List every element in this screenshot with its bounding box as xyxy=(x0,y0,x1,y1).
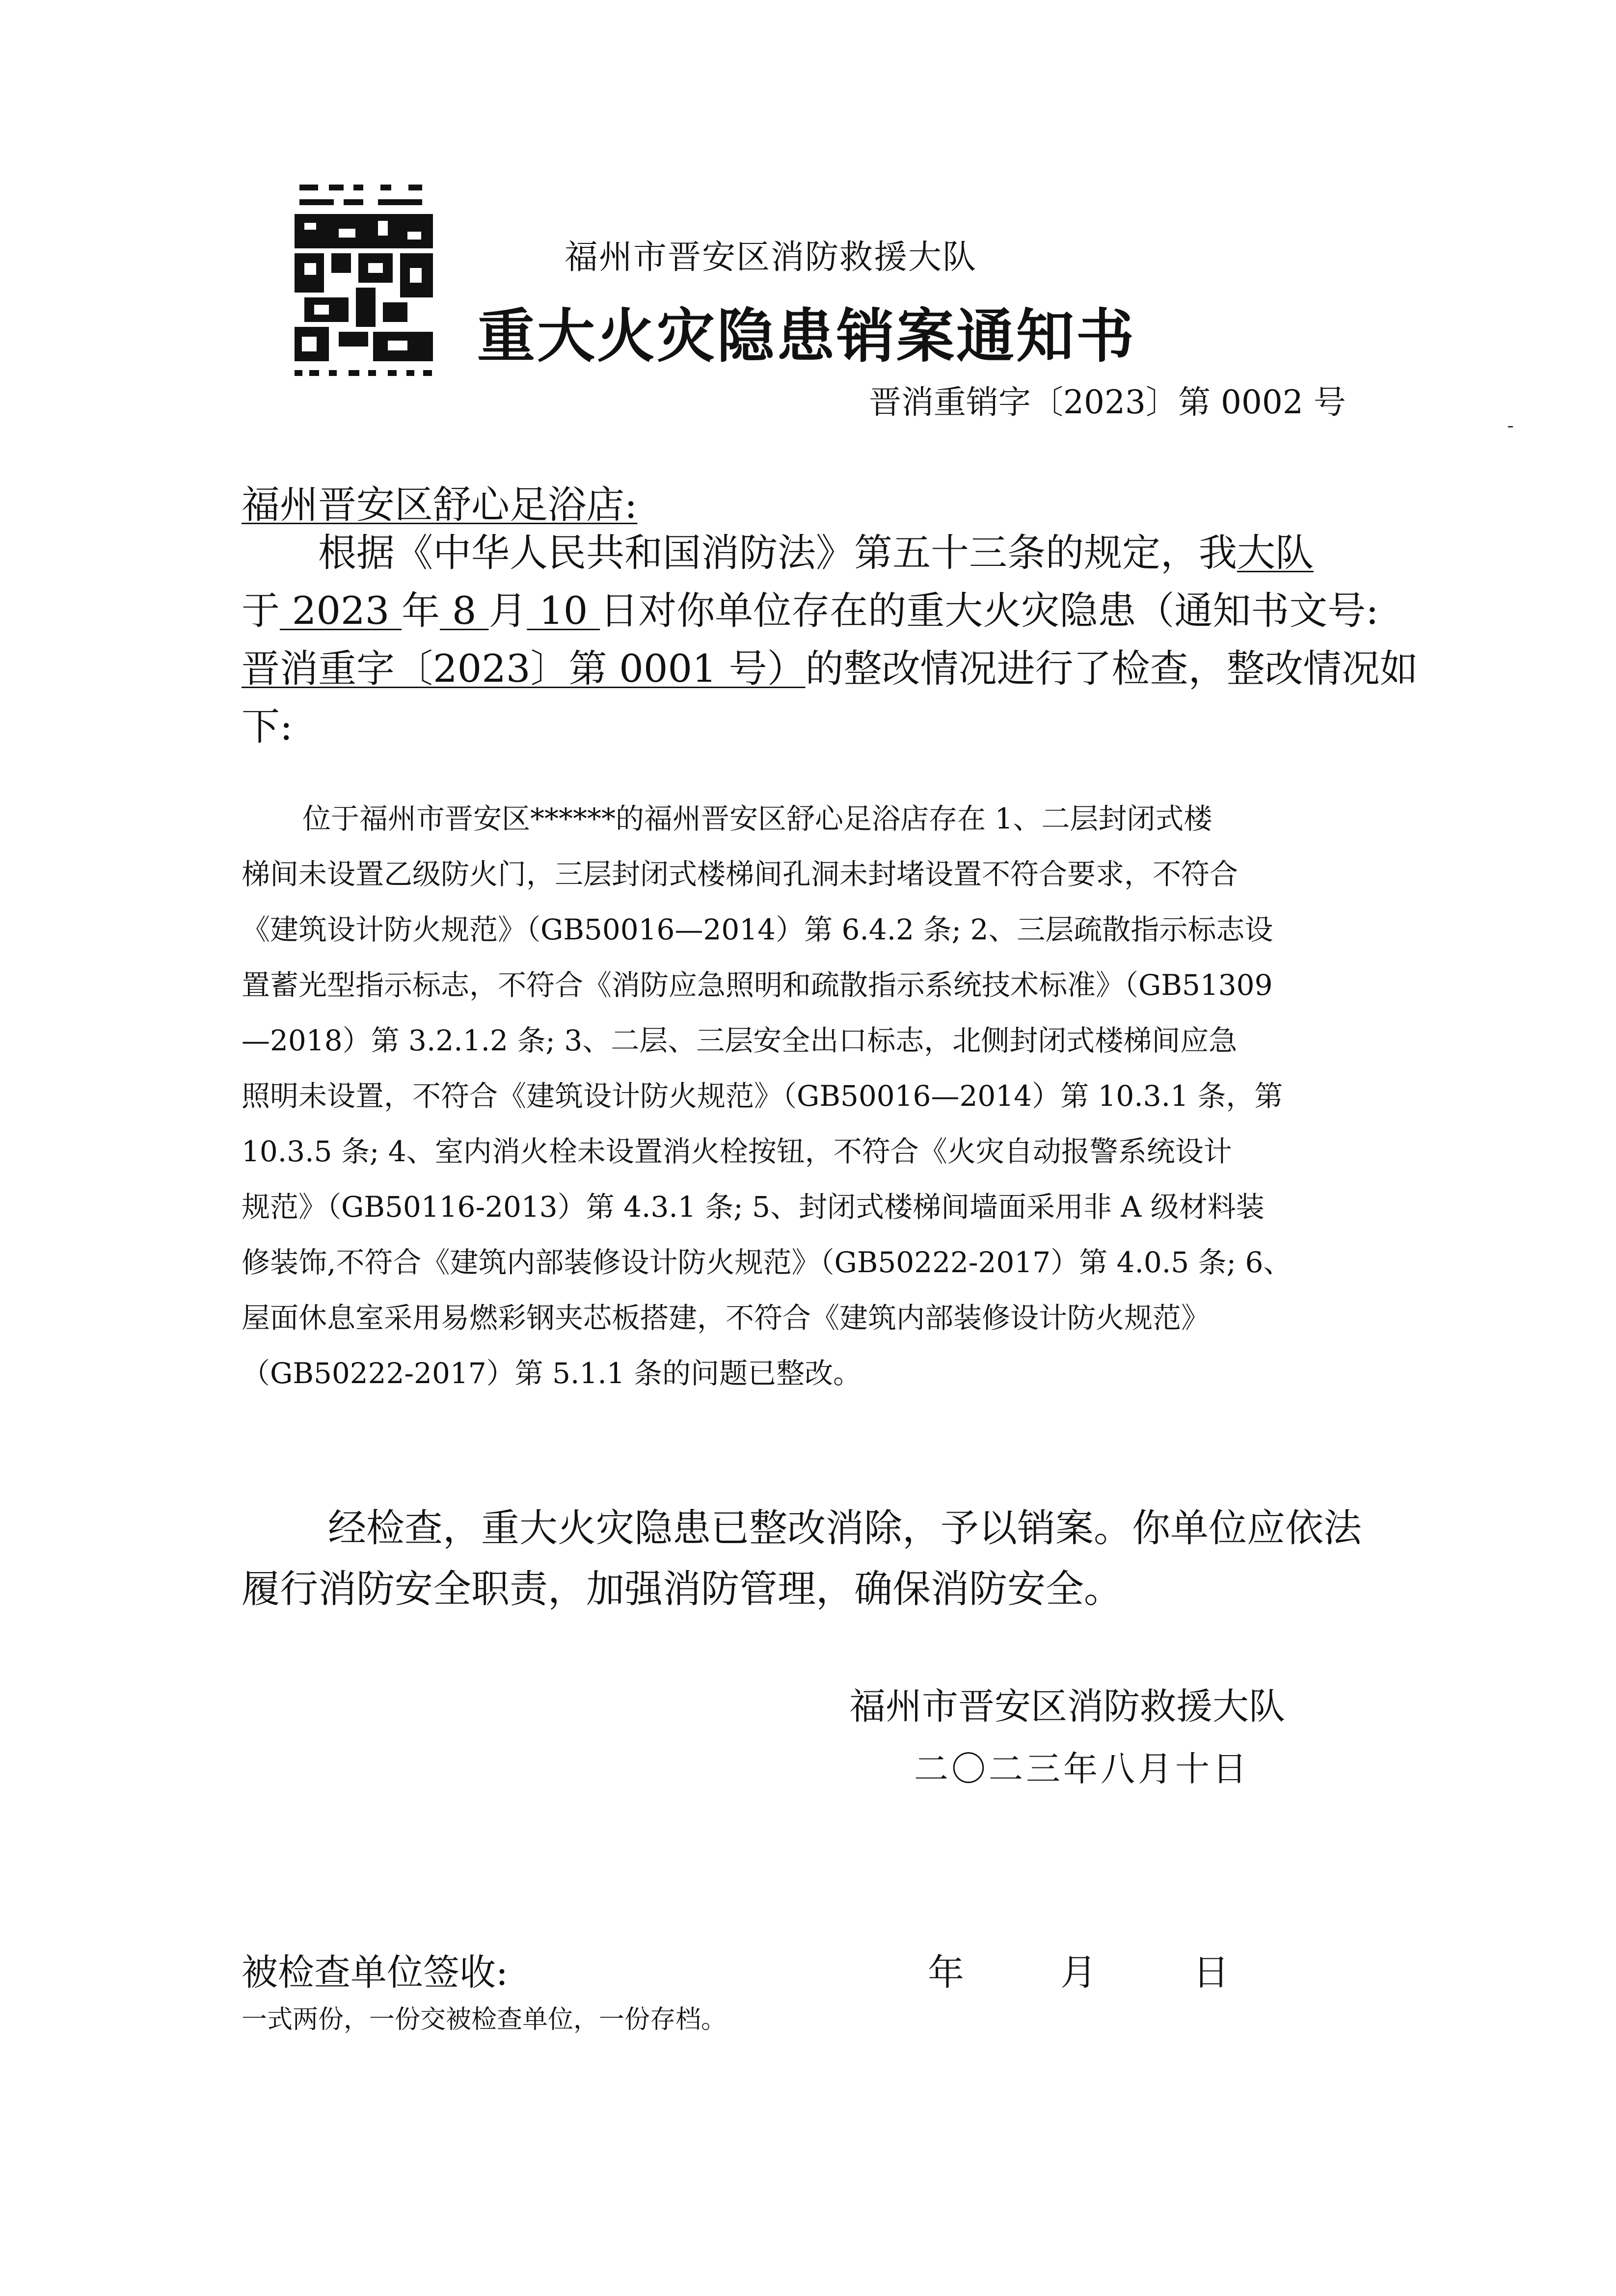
receipt-day-label: 日 xyxy=(1193,1951,1229,1994)
inspection-paragraph xyxy=(242,524,1418,756)
copies-footnote: 一式两份，一份交被检查单位，一份存档。 xyxy=(242,2005,727,2034)
scan-mark xyxy=(1508,426,1513,427)
paragraph-line: 下: xyxy=(242,705,293,749)
text-span: 年 xyxy=(402,589,440,633)
findings-line: 10.3.5 条; 4、室内消火栓未设置消火栓按钮，不符合《火灾自动报警系统设计 xyxy=(242,1135,1232,1168)
findings-line: 梯间未设置乙级防火门，三层封闭式楼梯间孔洞未封堵设置不符合要求，不符合 xyxy=(242,857,1239,891)
inspection-day: 10 xyxy=(527,589,600,633)
findings-line: 置蓄光型指示标志，不符合《消防应急照明和疏散指示系统技术标准》（GB51309 xyxy=(242,968,1273,1002)
issuing-org-heading: 福州市晋安区消防救援大队 xyxy=(565,238,977,277)
inspection-year: 2023 xyxy=(280,589,402,633)
paragraph-line xyxy=(242,582,1380,640)
text-span: 日对你单位存在的重大火灾隐患（通知书文号: xyxy=(600,589,1379,633)
findings-line: （GB50222-2017）第 5.1.1 条的问题已整改。 xyxy=(242,1357,862,1390)
qr-code-icon xyxy=(295,185,433,376)
document-number: 晋消重销字〔2023〕第 0002 号 xyxy=(869,383,1346,421)
text-span: 根据《中华人民共和国消防法》第五十三条的规定，我 xyxy=(318,531,1238,575)
text-span: 的整改情况进行了检查，整改情况如 xyxy=(805,647,1418,691)
paragraph-line xyxy=(242,524,1380,582)
unit-underlined: 大队 xyxy=(1237,531,1314,575)
reference-notice-number: 晋消重字〔2023〕第 0001 号） xyxy=(242,647,806,691)
findings-line: 规范》（GB50116-2013）第 4.3.1 条; 5、封闭式楼梯间墙面采用非 A 级材料装 xyxy=(242,1190,1265,1224)
findings-line: 照明未设置，不符合《建筑设计防火规范》（GB50016—2014）第 10.3.1 条，第 xyxy=(242,1079,1283,1113)
signature-org: 福州市晋安区消防救援大队 xyxy=(849,1685,1285,1728)
conclusion-line: 履行消防安全职责，加强消防管理，确保消防安全。 xyxy=(242,1567,1123,1611)
addressee: 福州晋安区舒心足浴店: xyxy=(242,483,638,527)
conclusion-paragraph xyxy=(242,1498,1362,1620)
inspection-month: 8 xyxy=(440,589,489,633)
receipt-year-label: 年 xyxy=(928,1951,964,1994)
document-title: 重大火灾隐患销案通知书 xyxy=(477,302,1136,370)
paragraph-line xyxy=(242,640,1418,698)
findings-line: 屋面休息室采用易燃彩钢夹芯板搭建，不符合《建筑内部装修设计防火规范》 xyxy=(242,1301,1210,1335)
conclusion-line: 经检查，重大火灾隐患已整改消除，予以销案。你单位应依法 xyxy=(328,1506,1362,1550)
findings-line: 位于福州市晋安区******的福州晋安区舒心足浴店存在 1、二层封闭式楼 xyxy=(302,802,1212,835)
findings-paragraph xyxy=(242,791,1616,1401)
receipt-month-label: 月 xyxy=(1060,1951,1097,1994)
findings-line: 《建筑设计防火规范》（GB50016—2014）第 6.4.2 条; 2、三层疏散指示标志设 xyxy=(242,913,1273,946)
receipt-date-fields xyxy=(928,1944,1325,1996)
signature-date: 二〇二三年八月十日 xyxy=(914,1749,1250,1789)
receipt-label: 被检查单位签收: xyxy=(242,1951,508,1994)
findings-line: —2018）第 3.2.1.2 条; 3、二层、三层安全出口标志，北侧封闭式楼梯间应急 xyxy=(242,1024,1238,1057)
findings-line: 修装饰,不符合《建筑内部装修设计防火规范》（GB50222-2017）第 4.0.5 条; 6、 xyxy=(242,1246,1292,1279)
text-span: 月 xyxy=(488,589,527,633)
text-span: 于 xyxy=(242,589,280,633)
